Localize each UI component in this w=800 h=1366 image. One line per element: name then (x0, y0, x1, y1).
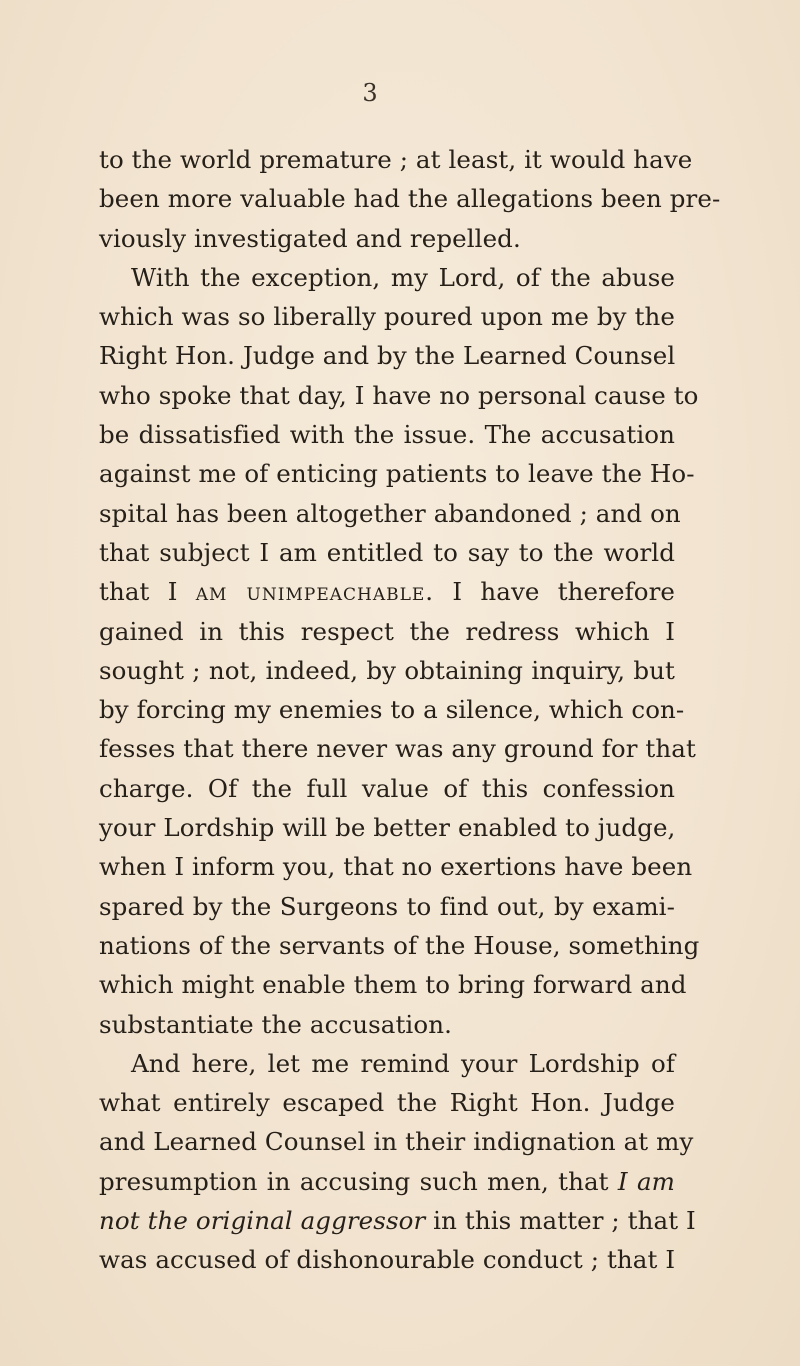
text-line: With the exception, my Lord, of the abuse (131, 262, 675, 292)
text-fragment: in this matter ; that I (425, 1206, 696, 1236)
body-text (99, 140, 721, 1280)
smallcaps-phrase: am unimpeachable. (195, 577, 435, 607)
text-line: that subject I am entitled to say to the world (99, 537, 675, 567)
text-line: and Learned Counsel in their indignation at my (99, 1127, 694, 1157)
text-line: against me of enticing patients to leave the Ho- (99, 459, 695, 489)
text-line: your Lordship will be better enabled to judge, (99, 813, 676, 843)
text-line: which might enable them to bring forward and (99, 970, 687, 1000)
text-line (99, 572, 675, 611)
text-line: who spoke that day, I have no personal cause to (99, 380, 699, 410)
page-number: 3 (362, 79, 378, 107)
text-fragment: that I (99, 577, 196, 607)
text-line: what entirely escaped the Right Hon. Judge (99, 1088, 675, 1118)
text-line: nations of the servants of the House, something (99, 930, 700, 960)
text-line: spared by the Surgeons to find out, by exami- (99, 891, 675, 921)
text-fragment: I have therefore (434, 577, 675, 607)
italic-phrase: not the original aggressor (99, 1206, 426, 1236)
text-line: spital has been altogether abandoned ; and on (99, 498, 681, 528)
text-line: to the world premature ; at least, it would have (99, 145, 693, 174)
text-line: been more valuable had the allegations been pre- (99, 184, 721, 214)
text-line: And here, let me remind your Lordship of (131, 1048, 675, 1078)
text-line: substantiate the accusation. (99, 1009, 452, 1039)
text-fragment: presumption in accusing such men, that (99, 1166, 618, 1196)
text-line: when I inform you, that no exertions have been (99, 852, 693, 882)
italic-phrase: I am (617, 1166, 675, 1196)
text-line: charge. Of the full value of this confession (99, 773, 675, 803)
text-line: fesses that there never was any ground for that (99, 734, 696, 764)
text-line (99, 1201, 696, 1240)
text-line: was accused of dishonourable conduct ; that I (99, 1245, 676, 1275)
text-line (99, 1162, 675, 1201)
text-line: gained in this respect the redress which I (99, 616, 675, 646)
text-line: be dissatisfied with the issue. The accusation (99, 420, 675, 450)
text-line: Right Hon. Judge and by the Learned Counsel (99, 341, 676, 371)
text-line: viously investigated and repelled. (99, 223, 521, 253)
text-line: by forcing my enemies to a silence, which con- (99, 695, 685, 725)
text-line: which was so liberally poured upon me by the (99, 302, 675, 332)
text-line: sought ; not, indeed, by obtaining inquiry, but (99, 655, 675, 685)
